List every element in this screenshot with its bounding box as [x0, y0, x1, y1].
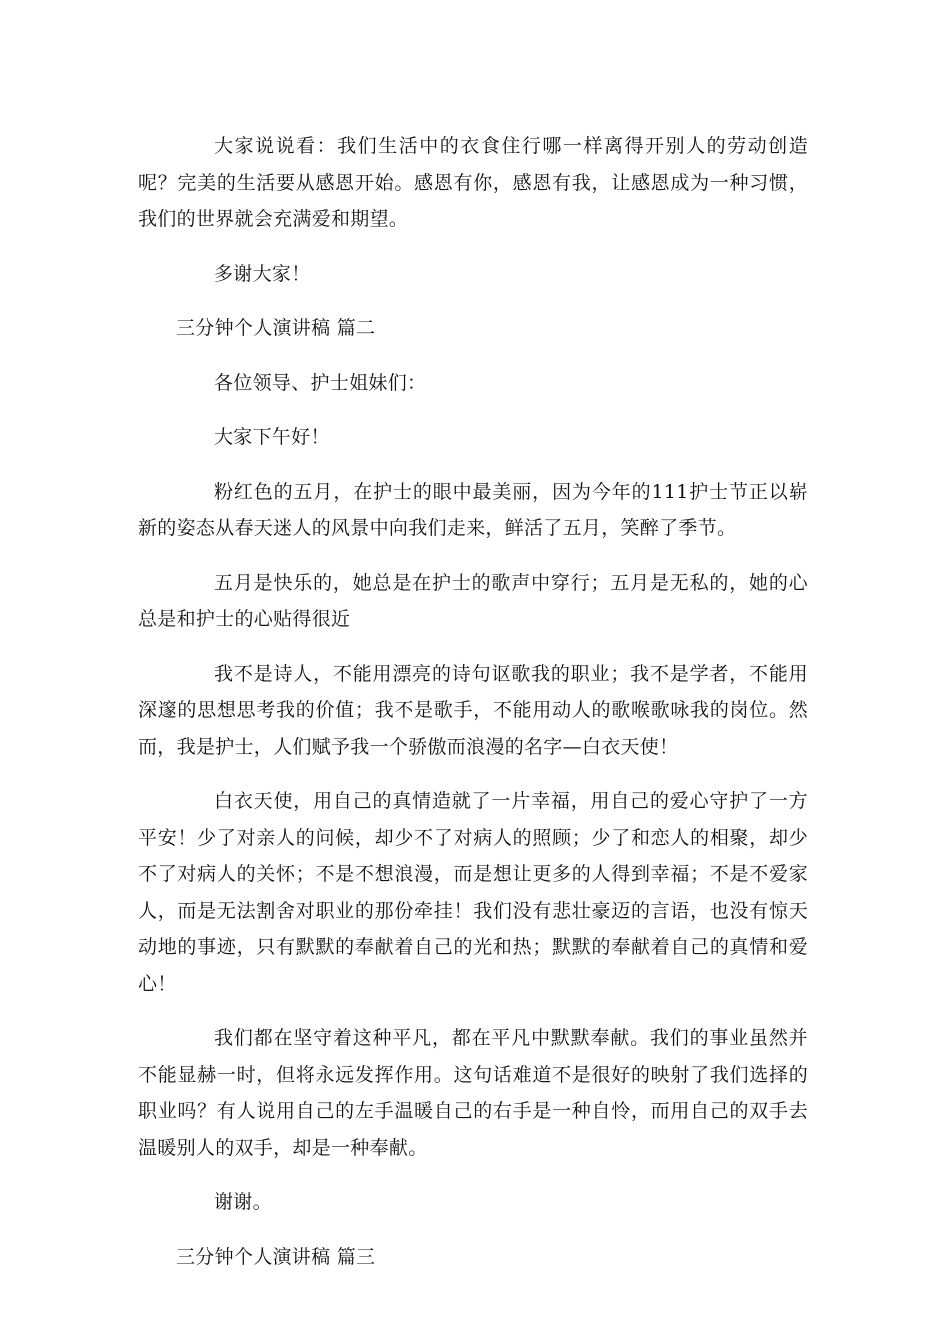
paragraph-ordinary-dedication: 我们都在坚守着这种平凡，都在平凡中默默奉献。我们的事业虽然并不能显赫一时，但将永远发挥作用。这句话难道不是很好的映射了我们选择的职业吗？有人说用自己的左手温暖自己的右手是一种自怜，而用自己的双手去温暖别人的双手，却是一种奉献。 — [138, 1027, 808, 1159]
paragraph-thank-you: 谢谢。 — [214, 1191, 272, 1213]
document-body — [138, 128, 808, 1275]
paragraph-greeting: 大家下午好！ — [214, 426, 330, 448]
paragraph-closing-gratitude: 大家说说看：我们生活中的衣食住行哪一样离得开别人的劳动创造呢？完美的生活要从感恩开始。感恩有你，感恩有我，让感恩成为一种习惯，我们的世界就会充满爱和期望。 — [138, 135, 808, 230]
section-heading-part-three: 三分钟个人演讲稿 篇三 — [176, 1245, 376, 1268]
paragraph-may-intro: 粉红色的五月，在护士的眼中最美丽，因为今年的111护士节正以崭新的姿态从春天迷人的风景中向我们走来，鲜活了五月，笑醉了季节。 — [138, 480, 808, 539]
paragraph-may-joyful: 五月是快乐的，她总是在护士的歌声中穿行；五月是无私的，她的心总是和护士的心贴得很近 — [138, 571, 808, 630]
paragraph-salutation: 各位领导、护士姐妹们： — [214, 371, 427, 394]
paragraph-thanks: 多谢大家！ — [214, 262, 311, 285]
paragraph-white-angel: 白衣天使，用自己的真情造就了一片幸福，用自己的爱心守护了一方平安！少了对亲人的问候，却少不了对病人的照顾；少了和恋人的相聚，却少不了对病人的关怀；不是不想浪漫，而是想让更多的人得到幸福；不是不爱家人，而是无法割舍对职业的那份牵挂！我们没有悲壮豪迈的言语，也没有惊天动地的事迹，只有默默的奉献着自己的光和热；默默的奉献着自己的真情和爱心！ — [138, 790, 808, 995]
section-heading-part-two: 三分钟个人演讲稿 篇二 — [176, 317, 376, 339]
paragraph-not-poet: 我不是诗人，不能用漂亮的诗句讴歌我的职业；我不是学者，不能用深邃的思想思考我的价值；我不是歌手，不能用动人的歌喉歌咏我的岗位。然而，我是护士，人们赋予我一个骄傲而浪漫的名字—白衣天使！ — [138, 662, 808, 758]
